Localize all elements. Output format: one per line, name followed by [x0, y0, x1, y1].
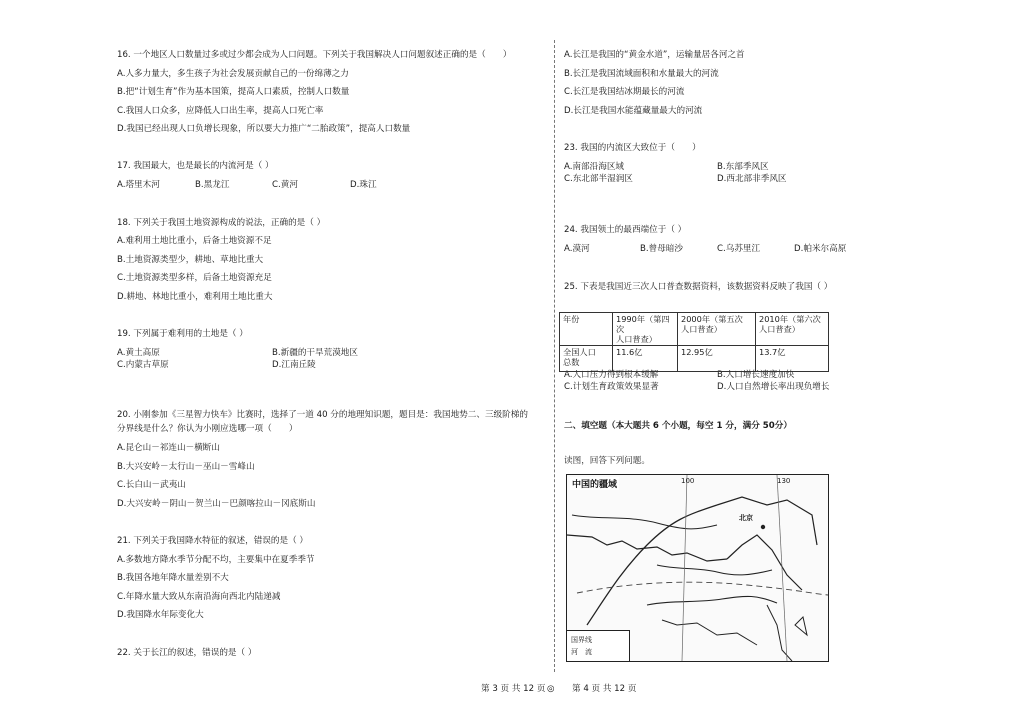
table-cell: 全国人口 总数	[560, 346, 613, 372]
question-19-option-d[interactable]: D.江南丘陵	[272, 360, 316, 370]
question-23-option-d[interactable]: D.西北部非季风区	[717, 174, 787, 184]
census-table	[559, 312, 829, 372]
question-20-option-a[interactable]: A.昆仑山－祁连山－横断山	[117, 443, 220, 453]
question-21-stem: 21. 下列关于我国降水特征的叙述，错误的是（ ）	[117, 536, 309, 546]
question-18-option-b[interactable]: B.土地资源类型少，耕地、草地比重大	[117, 255, 264, 265]
legend-river-label: 河 流	[571, 648, 592, 656]
legend-border-label: 国界线	[571, 636, 592, 644]
table-cell: 12.95亿	[678, 346, 756, 372]
question-16-option-b[interactable]: B.把“计划生育”作为基本国策，提高人口素质，控制人口数量	[117, 87, 350, 97]
china-territory-map	[566, 474, 829, 662]
table-header-cell: 2000年（第五次 人口普查）	[678, 313, 756, 346]
question-18-stem: 18. 下列关于我国土地资源构成的说法，正确的是（ ）	[117, 218, 326, 228]
question-25-option-a[interactable]: A.人口压力得到根本缓解	[564, 370, 659, 380]
question-18-option-a[interactable]: A.难利用土地比重小，后备土地资源不足	[117, 236, 272, 246]
question-22-option-b[interactable]: B.长江是我国流域面积和水量最大的河流	[564, 69, 719, 79]
question-20-option-d[interactable]: D.大兴安岭－阴山－贺兰山－巴颜喀拉山－冈底斯山	[117, 499, 316, 509]
question-25-stem: 25. 下表是我国近三次人口普查数据资料，该数据资料反映了我国（ ）	[564, 282, 833, 292]
question-17-option-a[interactable]: A.塔里木河	[117, 180, 160, 190]
question-22-option-d[interactable]: D.长江是我国水能蕴藏量最大的河流	[564, 106, 703, 116]
question-23-option-c[interactable]: C.东北部半湿润区	[564, 174, 633, 184]
question-23-stem: 23. 我国的内流区大致位于（ ）	[564, 143, 701, 153]
question-21-option-b[interactable]: B.我国各地年降水量差别不大	[117, 573, 229, 583]
question-19-option-b[interactable]: B.新疆的干旱荒漠地区	[272, 348, 358, 358]
section-2-heading: 二、填空题（本大题共 6 个小题，每空 1 分，满分 50分）	[564, 421, 792, 431]
table-cell: 11.6亿	[613, 346, 678, 372]
question-16-stem: 16. 一个地区人口数量过多或过少都会成为人口问题。下列关于我国解决人口问题叙述正确的是（ ）	[117, 50, 512, 60]
table-header-cell: 1990年（第四次 人口普查）	[613, 313, 678, 346]
question-23-option-b[interactable]: B.东部季风区	[717, 162, 769, 172]
column-divider	[554, 40, 555, 672]
question-16-option-a[interactable]: A.人多力量大，多生孩子为社会发展贡献自己的一份绵薄之力	[117, 69, 349, 79]
beijing-label: 北京	[739, 514, 753, 522]
table-header-cell: 2010年（第六次 人口普查）	[756, 313, 829, 346]
question-21-option-a[interactable]: A.多数地方降水季节分配不均，主要集中在夏季季节	[117, 555, 315, 565]
question-19-option-c[interactable]: C.内蒙古草原	[117, 360, 169, 370]
question-21-option-c[interactable]: C.年降水量大致从东南沿海向西北内陆递减	[117, 592, 281, 602]
table-row	[560, 313, 829, 346]
question-17-option-b[interactable]: B.黑龙江	[195, 180, 230, 190]
map-title: 中国的疆域	[570, 477, 619, 490]
question-25-option-d[interactable]: D.人口自然增长率出现负增长	[717, 382, 830, 392]
question-24-option-a[interactable]: A.漠河	[564, 244, 590, 254]
question-20-stem-line2: 分界线是什么？你认为小刚应选哪一项（ ）	[117, 424, 298, 434]
footer-page-left: 第 3 页 共 12 页	[481, 684, 546, 694]
question-16-option-c[interactable]: C.我国人口众多，应降低人口出生率，提高人口死亡率	[117, 106, 324, 116]
question-20-stem-line1: 20. 小刚参加《三星智力快车》比赛时，选择了一道 40 分的地理知识题，题目是：我国地势二、三级阶梯的	[117, 410, 528, 420]
question-24-option-d[interactable]: D.帕米尔高原	[794, 244, 847, 254]
question-22-option-c[interactable]: C.长江是我国结冰期最长的河流	[564, 87, 685, 97]
question-16-option-d[interactable]: D.我国已经出现人口负增长现象，所以要大力推广“二胎政策”，提高人口数量	[117, 124, 411, 134]
question-24-option-b[interactable]: B.曾母暗沙	[640, 244, 684, 254]
map-legend	[567, 630, 630, 661]
footer-page-right: 第 4 页 共 12 页	[572, 684, 637, 694]
question-20-option-b[interactable]: B.大兴安岭－太行山－巫山－雪峰山	[117, 462, 255, 472]
question-17-option-c[interactable]: C.黄河	[272, 180, 298, 190]
longitude-label: 130	[777, 477, 791, 485]
question-23-option-a[interactable]: A.南部沿海区域	[564, 162, 625, 172]
footer-separator-icon: ◎	[547, 684, 555, 694]
question-17-option-d[interactable]: D.珠江	[350, 180, 377, 190]
longitude-label: 100	[681, 477, 695, 485]
read-map-instruction: 读图，回答下列问题。	[564, 456, 650, 466]
question-20-option-c[interactable]: C.长白山－武夷山	[117, 480, 186, 490]
question-25-option-b[interactable]: B.人口增长速度加快	[717, 370, 795, 380]
question-17-stem: 17. 我国最大，也是最长的内流河是（ ）	[117, 161, 274, 171]
question-22-stem: 22. 关于长江的叙述，错误的是（ ）	[117, 648, 257, 658]
table-row	[560, 346, 829, 372]
question-19-option-a[interactable]: A.黄土高原	[117, 348, 160, 358]
question-24-option-c[interactable]: C.乌苏里江	[717, 244, 761, 254]
question-24-stem: 24. 我国领土的最西端位于（ ）	[564, 225, 687, 235]
question-25-option-c[interactable]: C.计划生育政策效果显著	[564, 382, 659, 392]
question-18-option-d[interactable]: D.耕地、林地比重小，难利用土地比重大	[117, 292, 273, 302]
table-header-cell: 年份	[560, 313, 613, 346]
table-cell: 13.7亿	[756, 346, 829, 372]
question-21-option-d[interactable]: D.我国降水年际变化大	[117, 610, 204, 620]
question-18-option-c[interactable]: C.土地资源类型多样，后备土地资源充足	[117, 273, 272, 283]
question-22-option-a[interactable]: A.长江是我国的“黄金水道”，运输量居各河之首	[564, 50, 745, 60]
question-19-stem: 19. 下列属于难利用的土地是（ ）	[117, 329, 248, 339]
